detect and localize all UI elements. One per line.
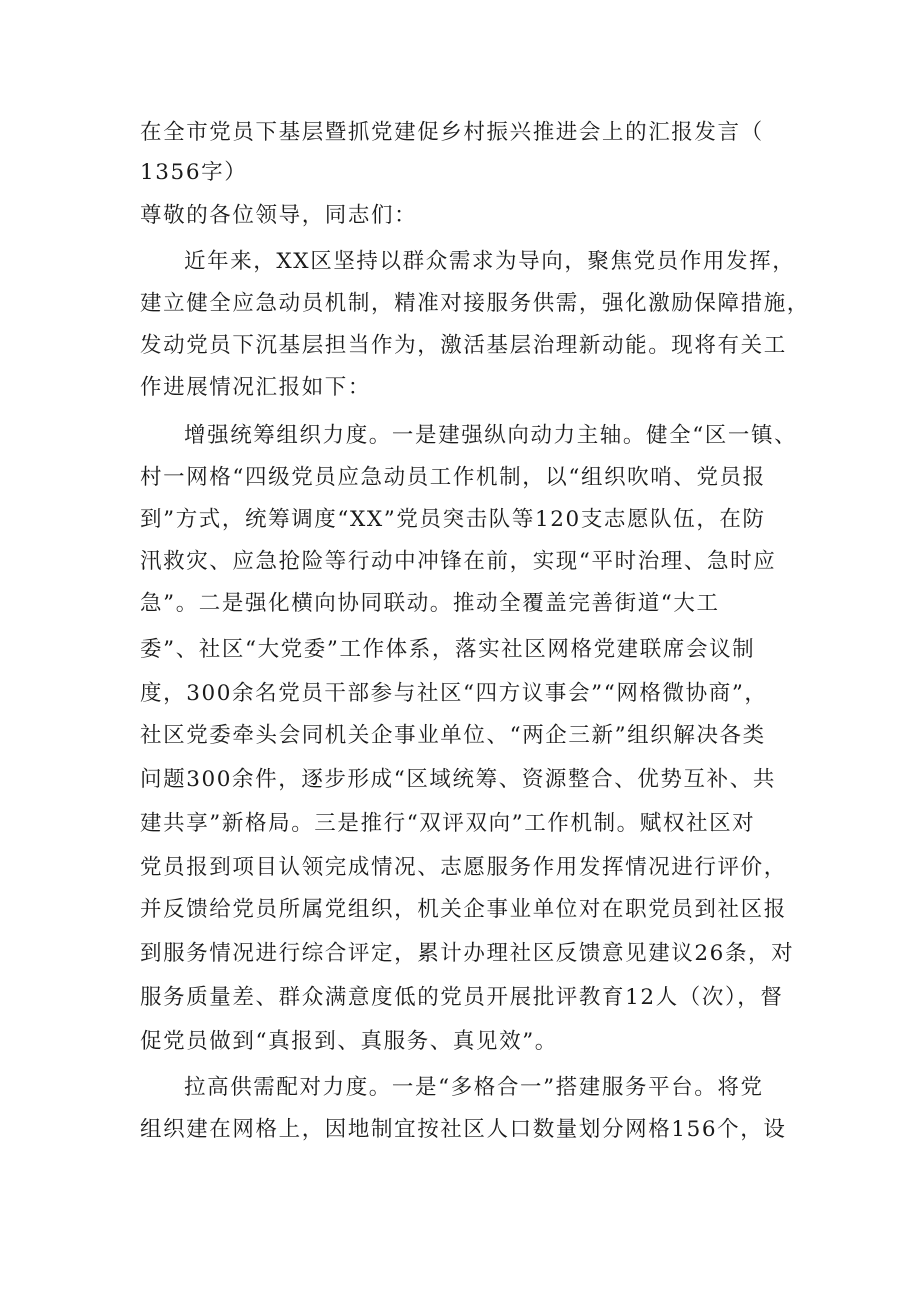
paragraph-2-line: 急”。二是强化横向协同联动。推动全覆盖完善街道“大工 xyxy=(140,591,720,616)
paragraph-2-line: 社区党委牵头会同机关企事业单位、“两企三新”组织解决各类 xyxy=(140,723,766,748)
paragraph-2-line: 村一网格“四级党员应急动员工作机制，以“组织吹哨、党员报 xyxy=(140,465,766,490)
paragraph-1-line: 作进展情况汇报如下： xyxy=(140,375,372,400)
paragraph-2-line: 促党员做到“真报到、真服务、真见效”。 xyxy=(140,1029,558,1054)
paragraph-2-line: 党员报到项目认领完成情况、志愿服务作用发挥情况进行评价， xyxy=(140,855,787,880)
paragraph-1-line: 发动党员下沉基层担当作为，激活基层治理新动能。现将有关工 xyxy=(140,333,787,358)
paragraph-2-line: 增强统筹组织力度。一是建强纵向动力主轴。健全“区一镇、 xyxy=(184,423,798,448)
paragraph-2-line: 到”方式，统筹调度“XX”党员突击队等120支志愿队伍，在防 xyxy=(140,507,766,532)
paragraph-2-line: 建共享”新格局。三是推行“双评双向”工作机制。赋权社区对 xyxy=(140,811,756,836)
salutation: 尊敬的各位领导，同志们： xyxy=(140,203,418,228)
paragraph-2-line: 问题300余件，逐步形成“区域统筹、资源整合、优势互补、共 xyxy=(140,767,776,792)
paragraph-2-line: 度，300余名党员干部参与社区“四方议事会”“网格微协商”， xyxy=(140,681,768,706)
paragraph-2-line: 委”、社区“大党委”工作体系，落实社区网格党建联席会议制 xyxy=(140,637,756,662)
document-title-line-1: 在全市党员下基层暨抓党建促乡村振兴推进会上的汇报发言（ xyxy=(140,120,764,145)
paragraph-3-line: 组织建在网格上，因地制宜按社区人口数量划分网格156个，设 xyxy=(140,1117,787,1142)
paragraph-3-line: 拉高供需配对力度。一是“多格合一”搭建服务平台。将党 xyxy=(184,1075,764,1100)
paragraph-1-line: 近年来，XX区坚持以群众需求为导向，聚焦党员作用发挥， xyxy=(184,249,796,274)
paragraph-1-line: 建立健全应急动员机制，精准对接服务供需，强化激励保障措施， xyxy=(140,291,810,316)
paragraph-2-line: 到服务情况进行综合评定，累计办理社区反馈意见建议26条，对 xyxy=(140,941,795,966)
document-title-line-2: 1356字） xyxy=(140,160,248,185)
paragraph-2-line: 汛救灾、应急抢险等行动中冲锋在前，实现“平时治理、急时应 xyxy=(140,549,777,574)
paragraph-2-line: 并反馈给党员所属党组织，机关企事业单位对在职党员到社区报 xyxy=(140,897,787,922)
paragraph-2-line: 服务质量差、群众满意度低的党员开展批评教育12人（次），督 xyxy=(140,985,784,1010)
